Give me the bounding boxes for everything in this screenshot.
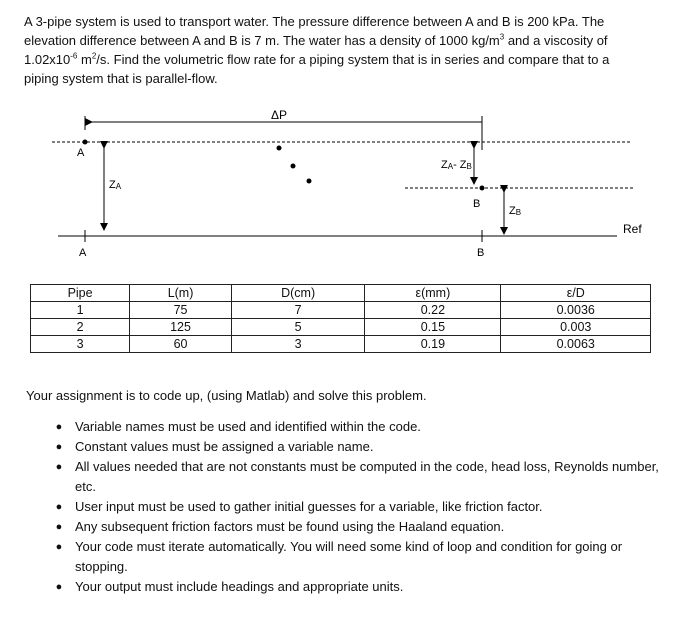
header-pipe: Pipe [31, 285, 130, 302]
bullet-icon: ● [55, 441, 63, 453]
intro-line-3: $1.02x10^{-6}$ $m^2/s$. Find the volumetric flow rate for a piping system that is in series and compare that to a [24, 51, 610, 67]
zb-label: ZB [509, 205, 522, 217]
table-row: 2 125 5 0.15 0.003 [31, 319, 651, 336]
bullet-icon: ● [55, 541, 63, 553]
header-relative-roughness: ε/D [501, 285, 651, 302]
bullet-icon: ● [55, 501, 63, 513]
assignment-statement: Your assignment is to code up, (using Matlab) and solve this problem. [26, 388, 427, 403]
list-item: ● Your output must include headings and appropriate units. [52, 577, 662, 597]
pipe-properties-table [30, 284, 651, 353]
delta-p-label: ΔP [271, 108, 288, 122]
bullet-icon: ● [55, 581, 63, 593]
list-item: ● Any subsequent friction factors must be found using the Haaland equation. [52, 517, 662, 537]
zazb-label: ZA- ZB [441, 159, 472, 171]
table-row: 3 60 3 0.19 0.0063 [31, 336, 651, 353]
header-length: L(m) [130, 285, 232, 302]
intro-line-2: elevation difference between A and B is 7 m. The water has a density of 1000 $kg/m^3$ and a viscosity of [24, 32, 608, 48]
list-item: ● Constant values must be assigned a variable name. [52, 437, 662, 457]
point-a-label-top: A [77, 147, 85, 159]
pipe-system-diagram [0, 0, 686, 280]
requirements-list [52, 417, 662, 597]
point-b-label-bottom: B [477, 247, 485, 259]
za-label: ZA [109, 179, 122, 191]
header-diameter: D(cm) [231, 285, 364, 302]
point-b-marker [480, 186, 485, 191]
list-item: ● User input must be used to gather initial guesses for a variable, like friction factor. [52, 497, 662, 517]
bullet-icon: ● [55, 521, 63, 533]
table-row: 1 75 7 0.22 0.0036 [31, 302, 651, 319]
flow-dot-3 [307, 179, 312, 184]
table-header-row [31, 285, 651, 302]
list-item: ● Variable names must be used and identified within the code. [52, 417, 662, 437]
list-item: ● All values needed that are not constants must be computed in the code, head loss, Reynolds number, etc. [52, 457, 662, 497]
point-a-marker [83, 140, 88, 145]
header-roughness: ε(mm) [365, 285, 501, 302]
bullet-icon: ● [55, 461, 63, 473]
intro-line-1: A 3-pipe system is used to transport water. The pressure difference between A and B is 200 kPa. The [24, 14, 605, 29]
list-item: ● Your code must iterate automatically. You will need some kind of loop and condition for going or stopping. [52, 537, 662, 577]
flow-dot-2 [291, 164, 296, 169]
flow-dot-1 [277, 146, 282, 151]
intro-line-4: piping system that is parallel-flow. [24, 71, 218, 86]
ref-label: Ref [623, 222, 642, 236]
point-b-label-top: B [473, 198, 481, 210]
bullet-icon: ● [55, 421, 63, 433]
point-a-label-bottom: A [79, 247, 87, 259]
